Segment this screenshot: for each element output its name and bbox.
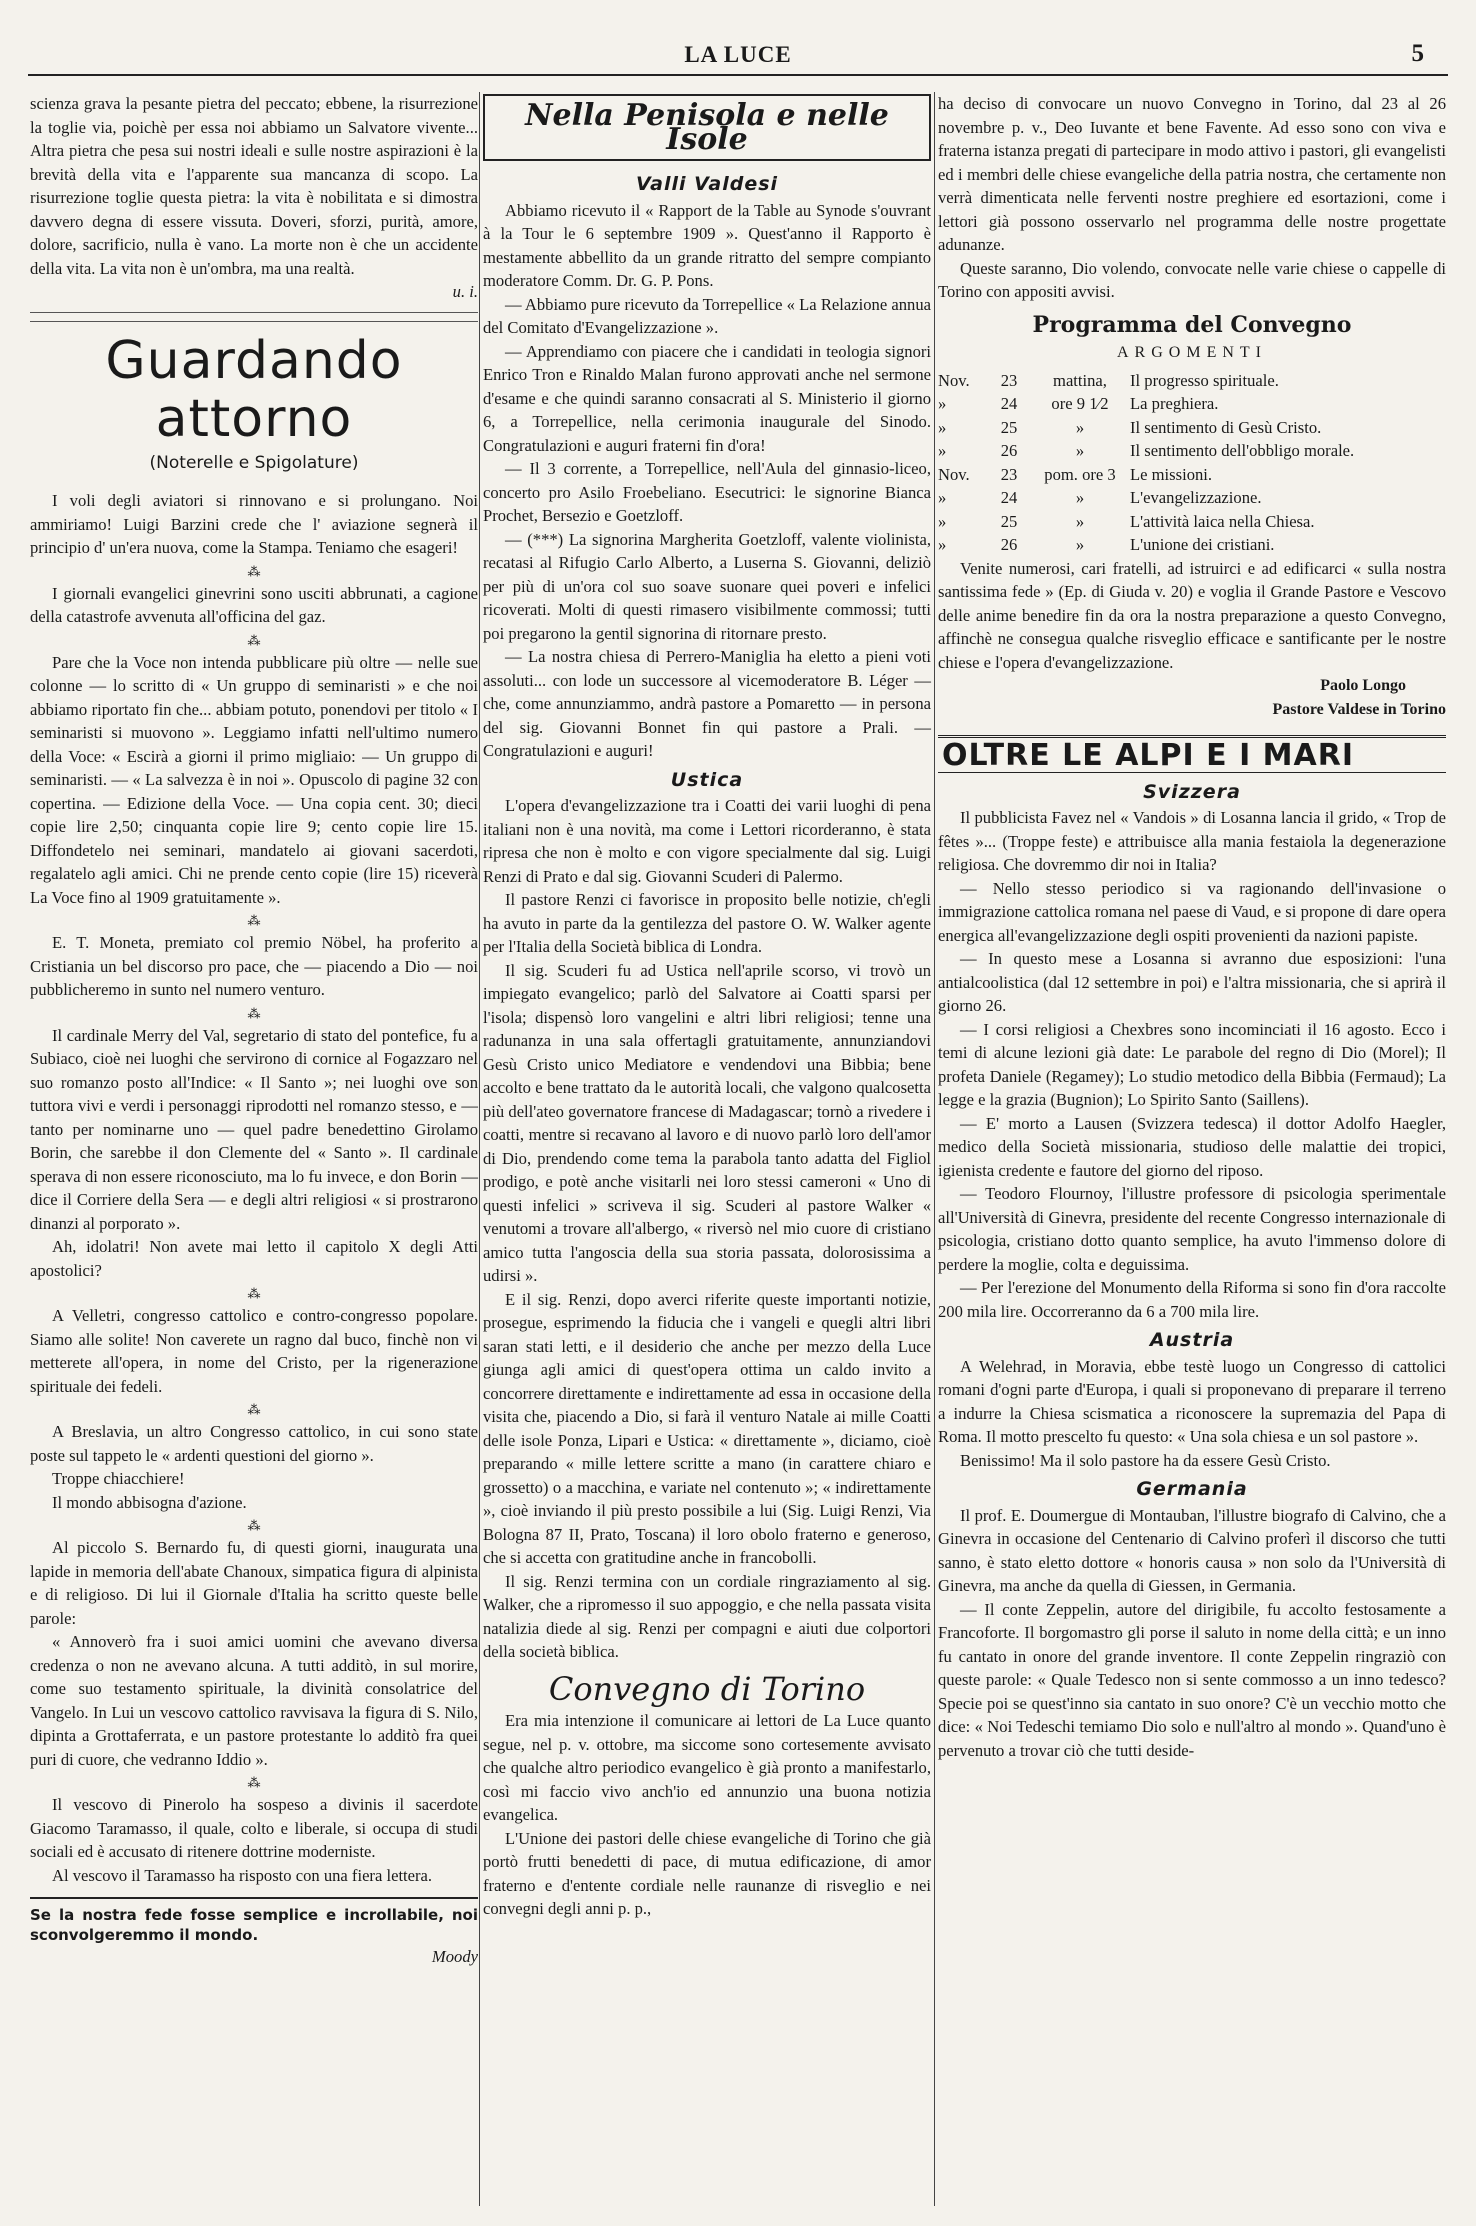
program-month: » [938,535,947,554]
asterism: ⁂ [247,913,261,928]
paragraph: Il vescovo di Pinerolo ha sospeso a divinis il sacerdote Giacomo Taramasso, il quale, colto e liberale, si occupa di studi sociali ed è accusato di ritenere dottrine moderniste. [30,1795,478,1861]
article-signature: u. i. [452,282,478,301]
program-subject: Il sentimento di Gesù Cristo. [1130,417,1322,437]
section-heading: Svizzera [1143,780,1241,803]
paragraph: — Apprendiamo con piacere che i candidati in teologia signori Enrico Tron e Rinaldo Malan furono approvati anche nel sermone d'esame e che quindi saranno consacrati al S. Ministerio il giorno 6, a Torrepellice, nella cerimonia inaugurale del Sinodo. Congratulazioni e auguri fraterni fin d'ora! [483,341,931,455]
column-3 [938,92,1446,1762]
page-number: 5 [1411,40,1424,67]
paragraph: E. T. Moneta, premiato col premio Nöbel, ha proferito a Cristiania un bel discorso pro pace, che — piacendo a Dio — noi pubblicheremo in sunto nel numero venturo. [30,933,478,999]
article-continuation: scienza grava la pesante pietra del peccato; ebbene, la risurrezione la toglie via, poichè per essa noi abbiamo un Salvatore vivente... Altra pietra che pesa sui nostri ideali e sulle nostre aspirazioni è la brevità della vita e l'apparente sua mancanza di scopo. La risurrezione toglie questa pietra: la vita è nobilitata e si dimostra davvero degna di essere vissuta. Doveri, sforzi, purità, amore, dolore, sacrificio, nulla è vano. La morte non è che un accidente della vita. La vita non è un'ombra, ma una realtà. [30,94,478,278]
signature-title: Pastore Valdese in Torino [1272,700,1446,718]
newspaper-title: LA LUCE [684,42,792,67]
program-time: » [1075,441,1085,460]
paragraph: — Nello stesso periodico si va ragionando dell'invasione o immigrazione cattolica romana nel paese di Vaud, e si propone di dare opera energica all'evangelizzazione degli ospiti provenienti da nazioni papiste. [938,878,1446,945]
program-row [938,439,1446,463]
article-title: Guardando attorno [105,330,403,449]
paragraph: — Per l'erezione del Monumento della Riforma si sono fin d'ora raccolte 200 mila lire. Occorreranno da 6 a 700 mila lire. [938,1278,1446,1321]
program-time: mattina, [1053,370,1107,390]
program-day: 23 [1000,464,1018,484]
section-heading: Germania [1136,1478,1248,1500]
paragraph: — Il 3 corrente, a Torrepellice, nell'Aula del ginnasio-liceo, concerto pro Asilo Froebeliano. Esecutrici: le signorine Bianca Prochet, Bersezio e Goetzloff. [483,459,931,525]
program-row [938,463,1446,487]
paragraph: Pare che la Voce non intenda pubblicare più oltre — nelle sue colonne — lo scritto di « Un gruppo di seminaristi » e che noi abbiamo riportato fin che... abbiam potuto, ponendovi per titolo « I seminaristi si muovono ». Leggiamo infatti nell'ultimo numero della Voce: « Escirà a giorni il primo migliaio: — Un gruppo di seminaristi. — « La salvezza è in noi ». Opuscolo di pagine 32 con copertina. — Edizione della Voce. — Una copia cent. 30; dieci copie lire 2,50; cinquanta copie lire 9; cento copie lire 15. Diffondetelo nei seminari, mandatelo ai giovani sacerdoti, regalatelo agli amici. Chi ne prende cento copie (lire 15) riceverà La Voce fino al 1909 gratuitamente ». [30,652,478,907]
paragraph: L'Unione dei pastori delle chiese evangeliche di Torino che già portò frutti benedetti di pace, di mutua edificazione, di amor fraterno e d'entente cordiale nelle raunanze di risveglio e nei convegni degli anni p. p., [483,1828,931,1918]
paragraph: — La nostra chiesa di Perrero-Maniglia ha eletto a pieni voti assoluti... con lode un successore al vicemoderatore B. Léger — che, come annunziammo, andrà pastore a Pomaretto — in persona del sig. Giovanni Bonnet fin qui pastore a Prali. — Congratulazioni e auguri! [483,647,931,760]
program-subject: Il sentimento dell'obbligo morale. [1130,441,1355,460]
paragraph: I voli degli aviatori si rinnovano e si prolungano. Noi ammiriamo! Luigi Barzini crede che l' aviazione segnerà il principio d' un'era nuova, come la Stampa. Teniamo che esageri! [30,491,478,557]
paragraph: Venite numerosi, cari fratelli, ad istruirci e ad edificarci « sulla nostra santissima fede » (Ep. di Giuda v. 20) e voglia il Grande Pastore e Vescovo delle anime benedire fin da ora la nostra preparazione a questo Convegno, affinchè ne consegua qualche risveglio efficace e santificante per le nostre chiese e l'opera d'evangelizzazione. [938,558,1446,672]
column-1 [30,92,478,1969]
page-header [0,0,1476,80]
quote-text: Se la nostra fede fosse semplice e incrollabile, noi sconvolgeremmo il mondo. [30,1906,478,1944]
asterism: ⁂ [247,1775,261,1790]
paragraph: Al vescovo il Taramasso ha risposto con una fiera lettera. [52,1865,433,1885]
paragraph: « Annoverò fra i suoi amici uomini che avevano diversa credenza o non ne avevano alcuna. A tutti additò, in sul morire, come suo testamento spirituale, la divinità consolatrice del Vangelo. In Lui un vescovo cattolico ravvisava la figura di S. Nilo, dipinta a Grottaferrata, e un pastore protestante lo additò fra quei puri di cuore, che vedranno Iddio ». [30,1632,478,1769]
program-day: 24 [1000,394,1018,413]
paragraph: — Il conte Zeppelin, autore del dirigibile, fu accolto festosamente a Francoforte. Il borgomastro gli porse il saluto in nome della città; e un inno fu cantato in onore del grande inventore. Il conte Zeppelin ringraziò con queste parole: « Quale Tedesco non si sente commosso a un inno tedesco? Specie poi se quest'inno sia cantato in suo onore? C'è un vecchio motto che dice: « Noi Tedeschi temiamo Dio solo e null'altro al mondo ». Quand'uno è pervenuto a trovar ciò che tutti deside- [938,1599,1446,1760]
asterism: ⁂ [247,563,261,579]
program-time: ore 9 1⁄2 [1051,394,1109,413]
asterism: ⁂ [247,632,261,648]
paragraph: — In questo mese a Losanna si avranno due esposizioni: l'una antialcoolistica (dal 12 settembre in poi) e l'altra missionaria, che si aprirà il giorno 26. [938,949,1446,1015]
paragraph: Il pastore Renzi ci favorisce in proposito belle notizie, ch'egli ha avuto in parte da la gentilezza del pastore O. W. Walker agente per l'Italia della Società biblica di Londra. [483,890,931,956]
program-day: 23 [1000,370,1018,390]
program-subject: L'evangelizzazione. [1130,488,1262,507]
asterism: ⁂ [247,1402,261,1417]
paragraph: Al piccolo S. Bernardo fu, di questi giorni, inaugurata una lapide in memoria dell'abate Chanoux, simpatica figura di alpinista e di religioso. Di lui il Giornale d'Italia ha scritto queste belle parole: [30,1538,478,1628]
program-time: » [1075,535,1085,554]
article-title: Convegno di Torino [548,1669,866,1708]
paragraph: Il prof. E. Doumergue di Montauban, l'illustre biografo di Calvino, che a Ginevra in occasione del Centenario di Calvino proferì il discorso che tutti sanno, è stato eletto dottore « honoris causa » non solo da l'Università di Ginevra, ma anche da quella di Giessen, in Germania. [938,1505,1446,1595]
program-subject: Il progresso spirituale. [1130,370,1279,390]
paragraph: ha deciso di convocare un nuovo Convegno in Torino, dal 23 al 26 novembre p. v., Deo Iuvante et bene Favente. Ad esso sono con viva e fraterna istanza pregati di partecipare in modo attivo i pastori, gli evangelisti ed i membri delle chiese evangeliche della patria nostra, che certamente non verrà dimenticata nelle ferventi nostre preghiere ed esortazioni, come i lettori già possono osservarlo nel programma delle nostre progettate adunanze. [938,94,1446,254]
program-day: 26 [1000,441,1018,460]
paragraph: Benissimo! Ma il solo pastore ha da essere Gesù Cristo. [960,1450,1331,1470]
program-month: » [938,441,947,460]
section-heading: Valli Valdesi [635,173,779,195]
program-row [938,416,1446,440]
paragraph: I giornali evangelici ginevrini sono usciti abbrunati, a cagione della catastrofe avvenuta all'officina del gaz. [30,583,478,626]
paragraph: Abbiamo ricevuto il « Rapport de la Table au Synode s'ouvrant à la Tour le 6 septembre 1909 ». Quest'anno il Rapporto è mestamente abbellito da un grande ritratto del sempre compianto moderatore Comm. Dr. G. P. Pons. [483,200,931,290]
program-day: 25 [1000,511,1018,531]
paragraph: — Abbiamo pure ricevuto da Torrepellice « La Relazione annua del Comitato d'Evangelizzazione ». [483,294,931,337]
article-subtitle: (Noterelle e Spigolature) [149,452,359,473]
asterism: ⁂ [247,1518,261,1533]
header-rule [28,74,1448,76]
asterism: ⁂ [247,1005,261,1021]
quote-author: Moody [431,1947,478,1966]
signature-name: Paolo Longo [1320,677,1406,694]
program-month: » [938,488,947,507]
program-day: 26 [1000,535,1018,554]
program-month: » [938,511,947,531]
paragraph: A Velletri, congresso cattolico e contro-congresso popolare. Siamo alle solite! Non caverete un ragno dal buco, finchè non vi metterete all'opera, in nome del Cristo, per la rigenerazione spirituale dei fedeli. [30,1306,478,1396]
program-row [938,486,1446,510]
program-month: » [938,394,947,413]
program-time: » [1075,417,1085,437]
program-subject: Le missioni. [1130,464,1213,484]
paragraph: Il pubblicista Favez nel « Vandois » di Losanna lancia il grido, « Trop de fêtes »... (Troppe feste) e attribuisce alla mania festaiola la degenerazione religiosa. Che dovremmo dir noi in Italia? [938,808,1446,874]
program-row [938,533,1446,557]
program-subject: La preghiera. [1130,394,1219,413]
program-row [938,510,1446,534]
program-day: 24 [1000,488,1018,507]
paragraph: Queste saranno, Dio volendo, convocate nelle varie chiese o cappelle di Torino con appositi avvisi. [938,258,1446,301]
paragraph: Era mia intenzione il comunicare ai lettori de La Luce quanto segue, nel p. v. ottobre, ma siccome sono cortesemente avvisato che qualche altro periodico evangelico è già pronto a manifestarlo, così mi faccio vivo anch'io ed annunzio una buona notizia evangelica. [483,1711,931,1824]
program-time: » [1075,488,1085,507]
program-month: Nov. [938,370,970,390]
paragraph: Ah, idolatri! Non avete mai letto il capitolo X degli Atti apostolici? [30,1237,478,1280]
program-row [938,392,1446,416]
section-divider [30,312,478,322]
section-title-box: Nella Penisola e nelle Isole [483,94,931,161]
program-time: pom. ore 3 [1044,464,1116,484]
paragraph: Il cardinale Merry del Val, segretario di stato del pontefice, fu a Subiaco, cioè nei luoghi che servirono di cornice al Fogazzaro nel suo romanzo posto all'Indice: « Il Santo »; nei luoghi ove son tuttora vivi e verdi i personaggi riprodotti nel romanzo stesso, e — tanto per nominarne uno — quel padre benedettino Girolamo Borin, che sarebbe il don Clemente del « Santo ». Il cardinale sperava di non essere riconosciuto, ma lo fu invece, e don Borin — dice il Corriere della Sera — e degli altri religiosi « si prostrarono dinanzi al porporato ». [30,1025,478,1233]
paragraph: Il sig. Renzi termina con un cordiale ringraziamento al sig. Walker, che a ripromesso il suo appoggio, e che nella passata visita natalizia diede al sig. Renzi per compagni e aiuti due colportori della società biblica. [483,1571,931,1661]
program-month: » [938,417,947,437]
paragraph: — I corsi religiosi a Chexbres sono incominciati il 16 agosto. Ecco i temi di alcune lezioni già date: Le parabole del regno di Dio (Morel); Il profeta Daniele (Regamey); Lo studio metodico della Bibbia (Fermaud); La legge e la grazia (Bugnion); Lo Spirito Santo (Saillens). [938,1019,1446,1109]
program-time: » [1075,511,1085,531]
section-heading: Austria [1149,1329,1235,1351]
paragraph: Troppe chiacchiere! [52,1469,185,1488]
program-subject: L'attività laica nella Chiesa. [1130,511,1315,531]
paragraph: E il sig. Renzi, dopo averci riferite queste importanti notizie, prosegue, esprimendo la fiducia che i vangeli e quegli altri libri saran stati letti, e il desiderio che anche per mezzo della Luce giunga agli amici di quest'opera ottima un caldo invito a concorrere direttamente e indirettamente ad essa in occasione della visita che, piacendo a Dio, si farà il venturo Natale ai mille Coatti delle isole Ponza, Lipari e Ustica: « direttamente », diciamo, cioè preparando « mille lettere scritte a mano (in carattere chiaro e grossetto) o a macchina, e variate nel contenuto »; « indirettamente », cioè inviando il più presto possibile a lui (Sig. Luigi Renzi, Via Bologna 87 II, Prato, Toscana) il loro obolo fraterno e generoso, che si accetta con gratitudine anche in francobolli. [483,1289,931,1567]
paragraph: Il mondo abbisogna d'azione. [52,1492,247,1512]
program-row [938,369,1446,393]
program-title: Programma del Convegno [1032,311,1352,338]
paragraph: L'opera d'evangelizzazione tra i Coatti dei varii luoghi di pena italiani non è una novità, ma come i Lettori ricorderanno, è stata ripresa che non è molto e con vigore specialmente dal sig. Luigi Renzi di Prato e dal sig. Giovanni Scuderi di Palermo. [483,796,931,886]
paragraph: — Teodoro Flournoy, l'illustre professore di psicologia sperimentale all'Università di Ginevra, presidente del recente Congresso internazionale di psicologia, cristiano dotto quanto semplice, ha avuto l'immenso dolore di perdere la moglie, colta e deguissima. [938,1184,1446,1274]
section-banner: OLTRE LE ALPI E I MARI [938,735,1446,773]
quote-box [30,1897,478,1945]
program-subject: L'unione dei cristiani. [1130,535,1275,554]
column-2 [483,92,931,1921]
program-month: Nov. [938,464,970,484]
paragraph: — (***) La signorina Margherita Goetzloff, valente violinista, recatasi al Rifugio Carlo Alberto, a Luserna S. Giovanni, deliziò per più di un'ora col suo soave suonare quei poveri e infelici ricoverati. Molti di questi rimasero visibilmente commossi; tutti poi pregarono la gentil signorina di ritornare presto. [483,529,931,643]
section-heading: Ustica [670,768,744,791]
paragraph: A Welehrad, in Moravia, ebbe testè luogo un Congresso di cattolici romani d'ogni parte d'Europa, i quali si proponevano di preparare il terreno a indurre la Chiesa scismatica a riconoscere la supremazia del Papa di Roma. Il motto prescelto fu questo: « Una sola chiesa e un sol pastore ». [938,1356,1446,1446]
program-subtitle: ARGOMENTI [1117,344,1267,361]
column-divider-2 [934,92,935,2206]
program-day: 25 [1000,417,1018,437]
asterism: ⁂ [247,1286,261,1301]
paragraph: A Breslavia, un altro Congresso cattolico, in cui sono state poste sul tappeto le « ardenti questioni del giorno ». [30,1422,478,1465]
paragraph: Il sig. Scuderi fu ad Ustica nell'aprile scorso, vi trovò un impiegato evangelico; parlò del Salvatore ai Coatti sparsi per l'isola; dispensò loro vangelini e altri libri religiosi; tenne una radunanza in una sala offertagli gratuitamente, annunziandovi Gesù Cristo unico Mediatore e vendendovi una Bibbia; bene accolto e bene trattato da le autorità locali, che valgono qualcosetta più dell'ateo governatore francese di Madagascar; tornò a rivedere i coatti, mentre si recavano al lavoro e di nuovo parlò loro dell'amor di Dio, prendendo come tema la parabola tanto adatta del Figliol prodigo, e potè anche visitarli nei loro stessi cameroni « Uno di questi infelici » scriveva il sig. Scuderi al pastore Walker « venutomi a trovare all'albergo, « riversò nel mio cuore di cristiano amico tutta l'angoscia della sua storia passata, dolorosissima a udirsi ». [483,960,931,1285]
paragraph: — E' morto a Lausen (Svizzera tedesca) il dottor Adolfo Haegler, medico della Società missionaria, studioso delle malattie dei tropici, igienista credente e fautore del giorno del riposo. [938,1113,1446,1180]
column-divider-1 [479,92,480,2206]
program-table [938,369,1446,557]
